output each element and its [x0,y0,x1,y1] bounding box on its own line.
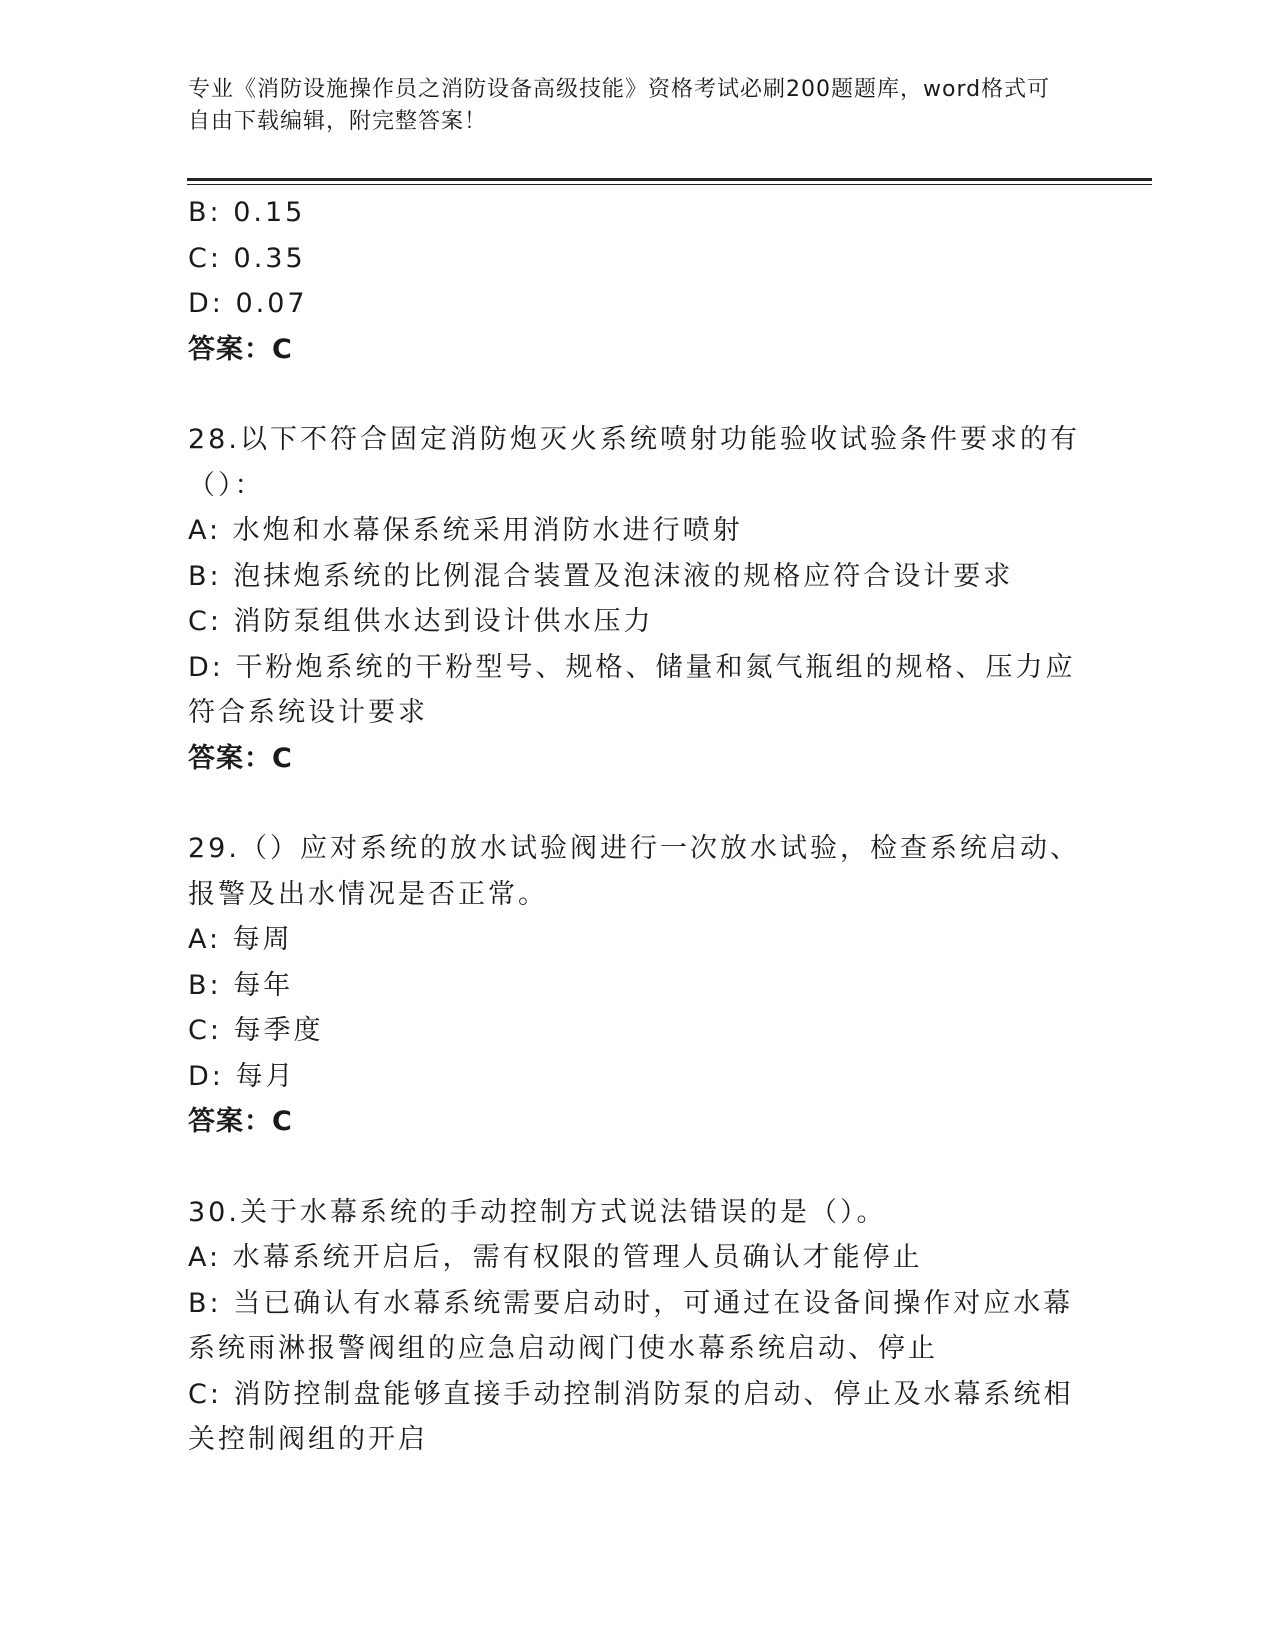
answer: 答案：C [188,333,293,365]
question-text: 30.关于水幕系统的手动控制方式说法错误的是（）。 [188,1196,887,1228]
option-c: C: 每季度 [188,1015,324,1046]
question-28 [188,417,1088,781]
option-d: D: 0.07 [188,288,308,319]
option-d: D: 干粉炮系统的干粉型号、规格、储量和氮气瓶组的规格、压力应符合系统设计要求 [188,651,1076,728]
option-b: B: 当已确认有水幕系统需要启动时，可通过在设备间操作对应水幕系统雨淋报警阀组的应急启动阀门使水幕系统启动、停止 [188,1287,1074,1364]
option-d: D: 每月 [188,1060,296,1092]
option-c: C: 消防泵组供水达到设计供水压力 [188,606,654,637]
option-b: B: 0.15 [188,197,306,228]
question-text: 29.（）应对系统的放水试验阀进行一次放水试验，检查系统启动、报警及出水情况是否正常。 [188,833,1080,910]
option-c: C: 0.35 [188,242,306,274]
question-29 [188,826,1088,1145]
option-b: B: 每年 [188,969,294,1001]
option-c: C: 消防控制盘能够直接手动控制消防泵的启动、停止及水幕系统相关控制阀组的开启 [188,1378,1074,1455]
question-27-tail [188,190,1088,372]
answer: 答案：C [188,742,293,774]
option-a: A: 每周 [188,924,293,955]
option-a: A: 水炮和水幕保系统采用消防水进行喷射 [188,515,743,546]
header-divider-thick [187,178,1152,181]
header-divider-thin [187,184,1152,185]
option-a: A: 水幕系统开启后，需有权限的管理人员确认才能停止 [188,1242,923,1273]
answer: 答案：C [188,1106,293,1137]
question-30 [188,1190,1088,1463]
document-body [188,190,1088,1463]
question-text: 28.以下不符合固定消防炮灭火系统喷射功能验收试验条件要求的有（）： [188,424,1080,501]
document-header [188,74,1068,138]
option-b: B: 泡抹炮系统的比例混合装置及泡沫液的规格应符合设计要求 [188,560,1014,592]
header-text: 专业《消防设施操作员之消防设备高级技能》资格考试必刷200题题库，word格式可自由下载编辑，附完整答案！ [188,77,1051,134]
